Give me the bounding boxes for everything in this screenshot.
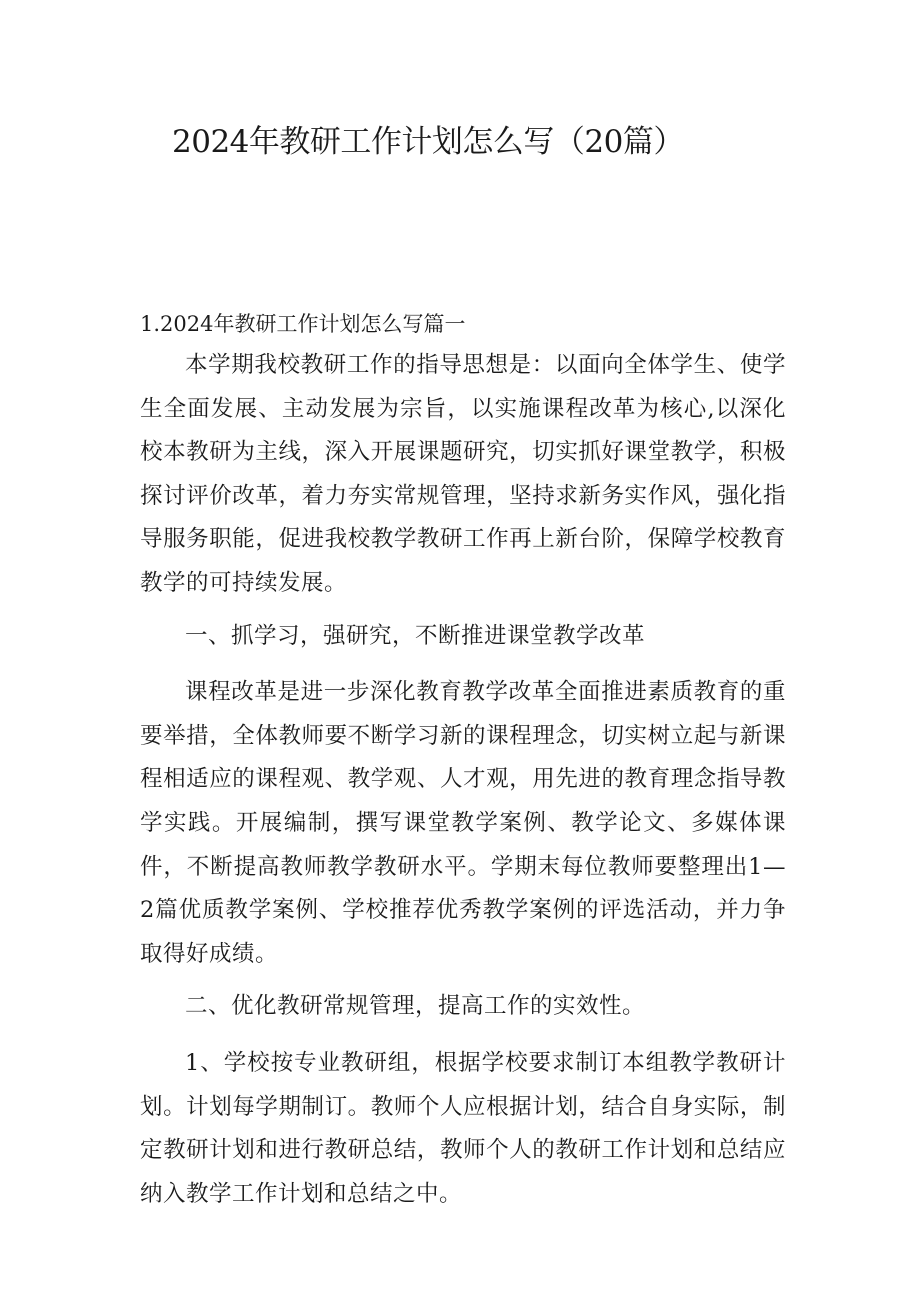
paragraph-item-one: 1、学校按专业教研组，根据学校要求制订本组教学教研计划。计划每学期制订。教师个人应根据计划，结合自身实际，制定教研计划和进行教研总结，教师个人的教研工作计划和总结应纳入教学工作计划和总结之中。 bbox=[140, 1049, 786, 1207]
paragraph-heading-one: 一、抓学习，强研究，不断推进课堂教学改革 bbox=[185, 622, 646, 649]
paragraph-heading-two: 二、优化教研常规管理，提高工作的实效性。 bbox=[185, 993, 646, 1020]
paragraph-guiding-ideology: 本学期我校教研工作的指导思想是：以面向全体学生、使学生全面发展、主动发展为宗旨，以实施课程改革为核心,以深化校本教研为主线，深入开展课题研究，切实抓好课堂教学，积极探讨评价改革，着力夯实常规管理，坚持求新务实作风，强化指导服务职能，促进我校教学教研工作再上新台阶，保障学校教育教学的可持续发展。 bbox=[140, 352, 786, 596]
document-body bbox=[140, 344, 786, 1225]
paragraph-curriculum-reform: 课程改革是进一步深化教育教学改革全面推进素质教育的重要举措，全体教师要不断学习新的课程理念，切实树立起与新课程相适应的课程观、教学观、人才观，用先进的教育理念指导教学实践。开展编制，撰写课堂教学案例、教学论文、多媒体课件，不断提高教师教学教研水平。学期末每位教师要整理出1—2篇优质教学案例、学校推荐优秀教学案例的评选活动，并力争取得好成绩。 bbox=[140, 679, 786, 967]
section-heading: 1.2024年教研工作计划怎么写篇一 bbox=[140, 312, 466, 336]
document-title: 2024年教研工作计划怎么写（20篇） bbox=[172, 124, 684, 160]
